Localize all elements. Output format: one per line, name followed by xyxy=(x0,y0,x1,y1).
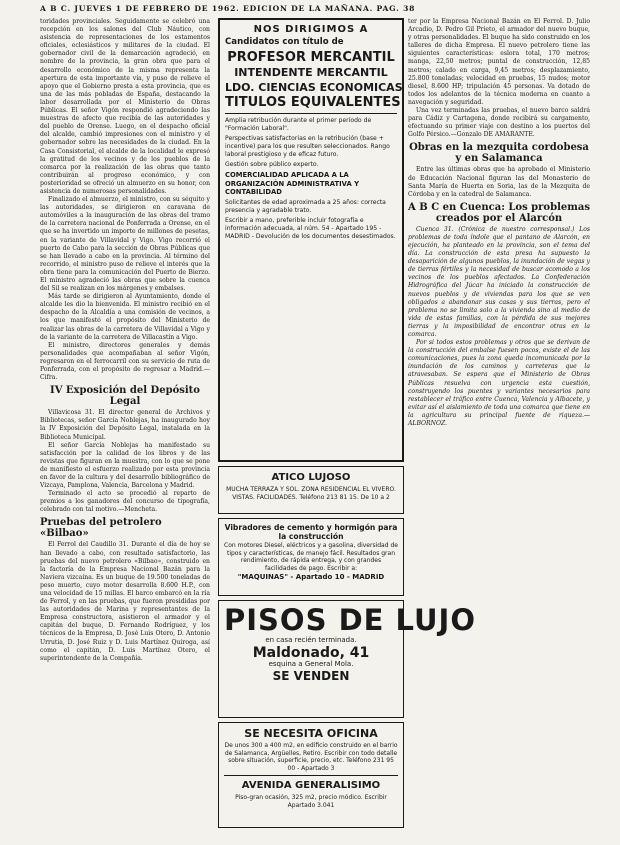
column-ads xyxy=(218,18,476,843)
article-paragraph: Entre las últimas obras que ha aprobado el Ministerio de Educación Nacional figuran las del Monasterio de Santa María de Huerta en Soria, las de la Mezquita de Córdoba y en la catedral de Salamanca. xyxy=(408,166,590,198)
ad-text: en casa recién terminada. xyxy=(265,636,357,644)
ad-text: COMERCIALIDAD APLICADA A LA ORGANIZACIÓN ADMINISTRATIVA Y CONTABILIDAD xyxy=(225,171,360,196)
job-advertisement xyxy=(218,18,404,462)
article-paragraph: Por si todos estos problemas y otros que se derivan de la construcción del embalse fuesen pocos, existe el de las comunicaciones, pues la zona queda incomunicada por la inundación de los caminos y carreteras que la atravesaban. Se espera que el Ministerio de Obras Públicas resuelva con urgencia esta cuestión, construyendo los puentes y variantes necesarios para restablecer el tráfico entre Cuenca, Valencia y Albacete, y evitar así el aislamiento de toda una comarca que tiene en la agricultura su principal fuente de riqueza.—ALBORNOZ. xyxy=(408,339,590,428)
ad-text: esquina a General Mola. xyxy=(268,659,354,668)
divider xyxy=(224,775,398,776)
article-paragraph: El Ferrol del Caudillo 31. Durante el día de hoy se han llevado a cabo, con resultado satisfactorio, las pruebas del nuevo petrolero «Bilbao», construido en la factoría de la Empresa Nacional Bazán para la Naviera vizcaína. Es un buque de 19.500 toneladas de peso muerto, cuyo motor desarrolla 8.600 H.P., con una velocidad de 15 millas. El barco embarcó en la ría de Ferrol, y en las pruebas, que fueron presididas por las autoridades de Marina y representantes de la Empresa constructora, asistieron el armador y el capitán del buque, D. Fernando Rodríguez, y los técnicos de la Empresa, D. José Luis Otero, D. Antonio Urrutia, D. José Ruiz y D. Luis Martínez Quiroga, así como el capitán, D. Luis Martínez Otero, el superintendente de la Compañía. xyxy=(40,541,210,662)
article-paragraph: toridades provinciales. Seguidamente se celebró una recepción en los salones del Club Náutico, con asistencia de representaciones de los estamentos oficiales, eclesiásticos y militares de la ciudad. El gobernador civil de la demarcación agradeció, en nombre de la provincia, la gran obra que para el desarrollo económico de la misma representa la apertura de esta importante vía, y puso de relieve el apoyo que el Gobierno presta a esta provincia, que es una de las más pobladas de España, destacando la labor desarrollada por el Ministerio de Obras Públicas. El señor Vigón respondió agradeciendo las muestras de afecto que recibía de las autoridades y del pueblo de Orense. Luego, en el despacho oficial del alcalde, cambió impresiones con el ministro y el gobernador sobre las necesidades de la ciudad. En la Casa Consistorial, el alcalde de la localidad le expresó la gratitud de los vecinos y de los pueblos de la comarca por la realización de las obras que tanto contribuirán al progreso económico, y con posterioridad se ofreció un almuerzo en su honor, con asistencia de numerosas personalidades. xyxy=(40,18,210,195)
ad-title: PROFESOR MERCANTIL xyxy=(227,50,395,65)
ad-text: MUCHA TERRAZA Y SOL. ZONA RESIDENCIAL EL VIVERO. VISTAS. FACILIDADES. Teléfono 213 81 15. De 10 a 2 xyxy=(226,486,396,501)
ad-text: Piso-gran ocasión, 325 m2, precio módico. Escribir Apartado 3.041 xyxy=(235,794,387,809)
ad-title: SE NECESITA OFICINA xyxy=(244,727,378,740)
article-paragraph: Una vez terminadas las pruebas, el nuevo barco saldrá para Cádiz y Cartagena, donde recibirá su cargamento, efectuando su primer viaje con destino a los puertos del Golfo Pérsico.—Gonzalo DE AMARANTE. xyxy=(408,107,590,139)
ad-address: Maldonado, 41 xyxy=(252,644,370,661)
article-headline: Pruebas del petrolero «Bilbao» xyxy=(40,517,162,540)
ad-text: Amplia retribución durante el primer período de "Formación Laboral". xyxy=(225,117,372,132)
ad-text: Solicitantes de edad aproximada a 25 años: correcta presencia y agradable trato. xyxy=(225,198,386,214)
article-paragraph: Cuenca 31. (Crónica de nuestro corresponsal.) Los problemas de toda índole que el pantano de Alarcón, en ejecución, ha planteado en la provincia, son el tema del día. La construcción de esta presa ha supuesto la desaparición de algunos pueblos, la inundación de vegas y de tierras fértiles y la necesidad de buscar acomodo a los vecinos de los pueblos afectados. La Confederación Hidrográfica del Júcar ha iniciado la construcción de nuevos pueblos y de viviendas para los que se ven obligados a abandonar sus casas y sus tierras, pero el problema no se limita solo a la vivienda sino al medio de vida de estas familias, con la pérdida de sus mejores tierras y la imposibilidad de encontrar otras en la comarca. xyxy=(408,225,590,338)
article-paragraph: Terminado el acto se procedió al reparto de premios a los ganadores del concurso de tipografía, celebrado con tal motivo.—Mencheta. xyxy=(40,490,210,514)
ad-text: Escribir a mano, preferible incluir fotografía e información adecuada, al núm. 54 - Apartado 195 - MADRID - Devolución de los documentos desestimados. xyxy=(225,216,396,240)
ad-title: ATICO LUJOSO xyxy=(271,472,351,483)
article-headline: Obras en la mezquita cordobesa y en Salamanca xyxy=(409,142,589,165)
ad-text: Gestión sobre público experto. xyxy=(225,161,319,168)
ad-heading: NOS DIRIGIMOS A xyxy=(253,24,369,35)
ad-title: LDO. CIENCIAS ECONOMICAS xyxy=(225,81,403,94)
pisos-advertisement xyxy=(218,600,476,718)
article-paragraph: El ministro, directores generales y demás personalidades que acompañaban al señor Vigón, regresaron en el ferrocarril con su servicio de ruta de Ponferrada, con el propósito de regresar a Madrid.—Cifra. xyxy=(40,341,210,382)
article-paragraph: Villavicosa 31. El director general de Archivos y Bibliotecas, señor García Noblejas, ha inaugurado hoy la IV Exposición del Depósito Legal, instalada en la Biblioteca Municipal. xyxy=(40,409,210,441)
divider xyxy=(225,113,397,114)
article-paragraph: Más tarde se dirigieron al Ayuntamiento, donde el alcalde les dio la bienvenida. El ministro recibió en el despacho de la Alcaldía a una comisión de vecinos, a los que manifestó el propósito del Ministerio de realizar las obras de la carretera de Villavidal a Vigo y de la variante de la carretera de Villacastín a Vigo. xyxy=(40,293,210,341)
ad-title: AVENIDA GENERALISIMO xyxy=(241,780,381,791)
article-paragraph: El señor García Noblejas ha manifestado su satisfacción por la calidad de los libros y de las revistas que figuran en la muestra, con lo que se pone de manifiesto el esfuerzo realizado por esta provincia en favor de la cultura y del desarrollo bibliográfico de Vizcaya, Pamplona, Valencia, Barcelona y Madrid. xyxy=(40,441,210,490)
article-paragraph: Finalizado el almuerzo, el ministro, con su séquito y las autoridades, se dirigieron en caravana de automóviles a la inauguración de las obras del tramo de la carretera nacional de Ponferrada a Orense, en el que se ha invertido un importe de millones de pesetas, en la variante de Villavidal y Vigo. Vigo recorrió el puerto de Cabo para la sección de Obras Públicas que se han llevado a cabo en la provincia. Al término del recorrido, el ministro puso de relieve el interés que la obra tiene para la comunicación del Puerto de Bierzo. El ministro agradeció las obras que sobre la cuenca del Sil se realizan en los márgenes y embalses. xyxy=(40,196,210,293)
ad-sale: SE VENDEN xyxy=(272,669,350,683)
page-header: A B C. JUEVES 1 DE FEBRERO DE 1962. EDICION DE LA MAÑANA. PAG. 38 xyxy=(40,4,416,13)
ad-title: INTENDENTE MERCANTIL xyxy=(234,66,388,79)
column-right xyxy=(408,18,590,843)
ad-text: De unos 300 a 400 m2, en edificio construido en el barrio de Salamanca, Argüelles, Retiro. Escribir con todo detalle sobre situación, superficie, precio, etc. Teléfono 231 95 00 - Apartado 3 xyxy=(224,742,398,772)
ad-title: TITULOS EQUIVALENTES xyxy=(225,95,401,110)
ad-title: PISOS DE LUJO xyxy=(224,603,476,637)
atico-advertisement xyxy=(218,466,404,514)
article-headline: IV Exposición del Depósito Legal xyxy=(50,385,200,408)
ad-text: Con motores Diesel, eléctricos y a gasolina, diversidad de tipos y características, de manejo fácil. Resultados gran rendimiento, de rápida entrega, y con grandes facilidades de pago. Escribir a: xyxy=(224,542,398,572)
ad-title: Vibradores de cemento y hormigón para la construcción xyxy=(224,523,398,541)
article-headline: A B C en Cuenca: Los problemas creados por el Alarcón xyxy=(408,201,590,224)
oficina-advertisement xyxy=(218,722,404,828)
ad-intro: Candidatos con título de xyxy=(225,37,344,47)
ad-contact: "MAQUINAS" - Apartado 10 - MADRID xyxy=(237,573,385,581)
ad-text: Perspectivas satisfactorias en la retribución (base + incentive) para los que resulten seleccionados. Rango laboral prestigioso y de eficaz futuro. xyxy=(225,135,390,158)
column-left xyxy=(40,18,210,843)
vibradores-advertisement xyxy=(218,518,404,596)
article-paragraph: ter por la Empresa Nacional Bazán en El Ferrol. D. Julio Arcadio, D. Pedro Gil Prieto, el armador del nuevo buque, y otras personalidades. El buque ha sido construido en los talleres de dicha Empresa. El nuevo petrolero tiene las siguientes características: eslora total, 170 metros; manga, 22,50 metros; puntal de construcción, 12,85 metros; calado en carga, 9,45 metros; desplazamiento, 25.800 toneladas; velocidad en pruebas, 15 nudos; motor diesel, 8.600 HP; tripulación 45 personas. Va dotado de todos los adelantos de la técnica moderna en cuanto a navegación y seguridad. xyxy=(408,18,590,106)
